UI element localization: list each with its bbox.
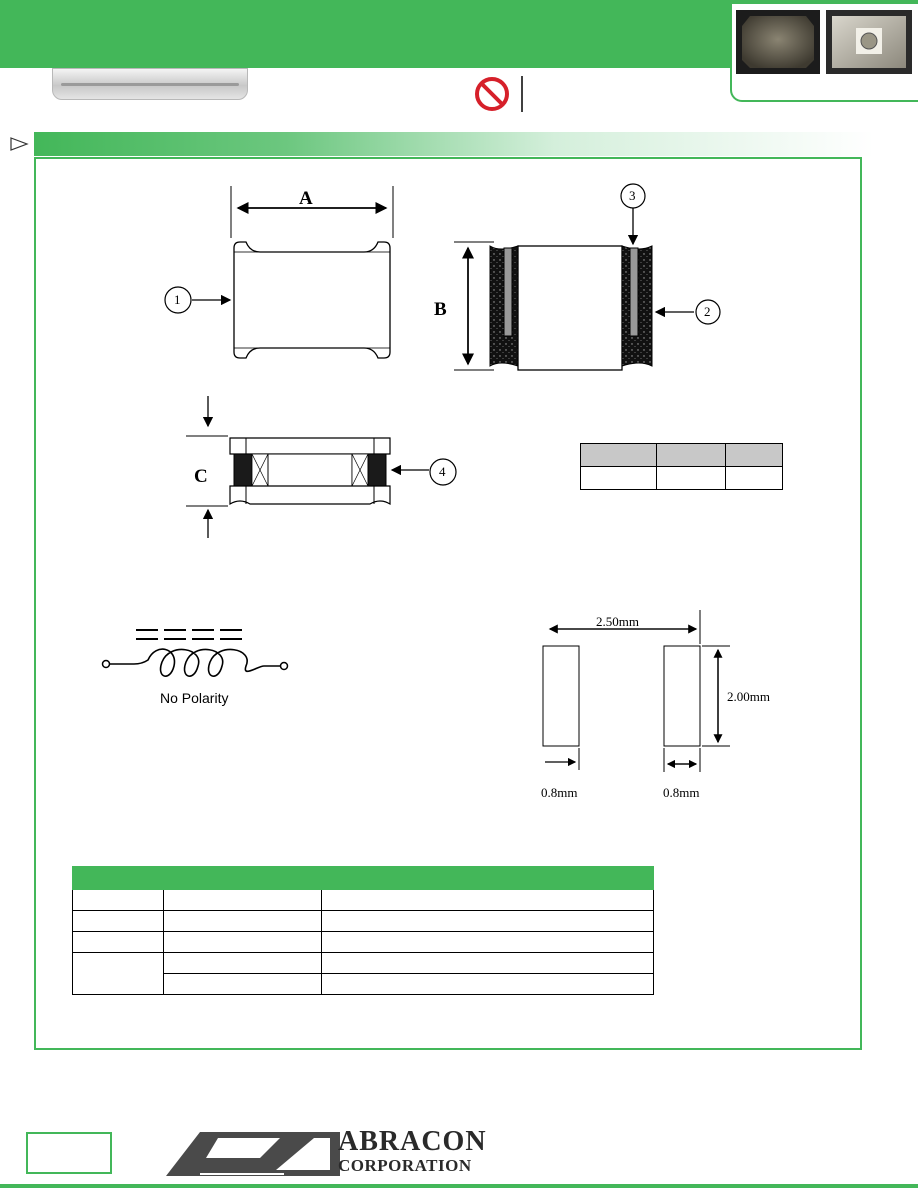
callout-4-label: 4 [439,464,446,479]
height-view-drawing [180,392,470,542]
table-cell [322,953,654,974]
dimension-table [580,443,783,490]
callout-1-label: 1 [174,292,181,307]
table-header-cell [322,867,654,890]
table-header-cell [164,867,322,890]
table-cell [164,890,322,911]
dimension-table-header [581,444,783,467]
inductor-schematic [98,622,298,684]
table-cell [322,911,654,932]
side-view-drawing [420,180,730,380]
dimension-b-label: B [434,299,447,320]
product-photo-frame [730,0,918,102]
table-cell [322,890,654,911]
table-cell [73,953,164,995]
spec-table-header [73,867,654,890]
table-cell [164,911,322,932]
table-cell [73,890,164,911]
table-header-cell [73,867,164,890]
table-cell [164,974,322,995]
table-cell [581,444,657,467]
dimension-a-label: A [299,188,313,209]
callout-2-label: 2 [704,304,711,319]
callout-3-label: 3 [629,188,636,203]
table-cell [164,953,322,974]
table-cell [322,932,654,953]
table-cell [657,444,726,467]
section-arrow-icon [9,136,31,152]
inductor-top-photo [742,16,814,68]
table-cell [657,467,726,490]
dimension-c-label: C [194,466,208,487]
table-cell [726,467,783,490]
company-name-line1: ABRACON [338,1126,487,1157]
table-cell [726,444,783,467]
grey-tab-decoration [52,68,248,100]
land-height-label: 2.00mm [727,689,770,704]
table-row [73,890,654,911]
section-bar [34,132,874,156]
footer-line [0,1184,918,1188]
page-number-box [26,1132,112,1174]
table-cell [164,932,322,953]
pad-left-label: 0.8mm [541,785,578,800]
pad-right-label: 0.8mm [663,785,700,800]
land-width-label: 2.50mm [596,614,639,629]
dimension-table-row [581,467,783,490]
table-cell [73,911,164,932]
land-pattern-drawing [530,608,730,798]
product-photos [732,0,918,100]
spec-table [72,866,654,995]
header-bar [0,0,734,68]
table-cell [581,467,657,490]
table-row [73,932,654,953]
table-cell [73,932,164,953]
abracon-logo-icon [164,1128,344,1178]
no-symbol-icon [472,74,532,114]
polarity-label: No Polarity [160,690,229,706]
company-name-line2: CORPORATION [338,1156,472,1175]
top-view-drawing [150,180,410,380]
table-row [73,953,654,974]
table-cell [322,974,654,995]
table-row [73,911,654,932]
